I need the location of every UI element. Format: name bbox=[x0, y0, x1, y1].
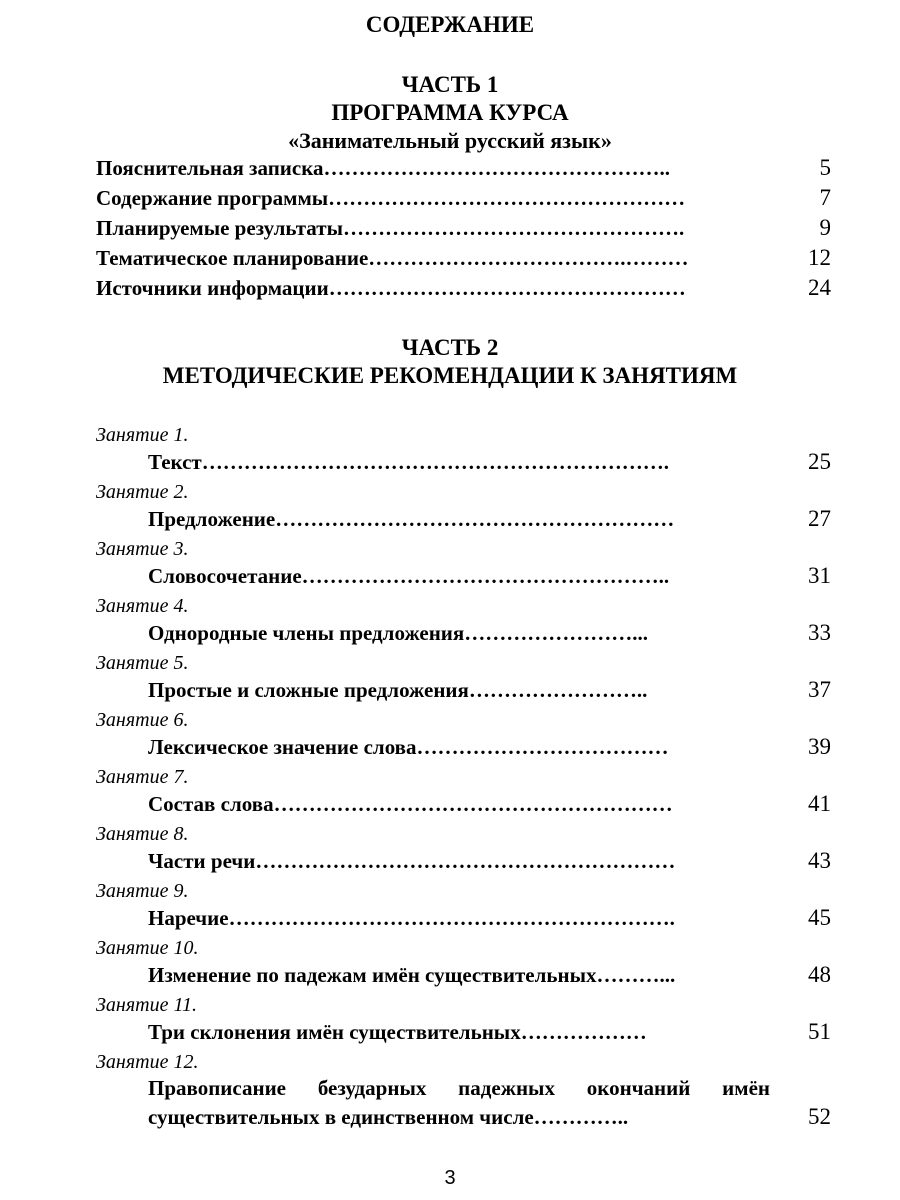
toc-entry bbox=[148, 448, 831, 476]
toc-entry bbox=[148, 676, 831, 704]
toc-entry bbox=[148, 1103, 831, 1131]
toc-entry-text-line1: Правописание безударных падежных окончаний имён bbox=[148, 1076, 770, 1100]
toc-entry-page: 31 bbox=[808, 563, 831, 588]
toc-entry-text: Три склонения имён существительных……………… bbox=[148, 1020, 647, 1044]
toc-entry bbox=[148, 562, 831, 590]
lesson-label: Занятие 3. bbox=[96, 538, 189, 560]
lesson-label: Занятие 12. bbox=[96, 1051, 199, 1073]
lesson-label: Занятие 10. bbox=[96, 937, 199, 959]
lesson-label: Занятие 9. bbox=[96, 880, 189, 902]
lesson-label: Занятие 6. bbox=[96, 709, 189, 731]
lesson-label: Занятие 4. bbox=[96, 595, 189, 617]
toc-entry-page: 39 bbox=[808, 734, 831, 759]
part2-heading: МЕТОДИЧЕСКИЕ РЕКОМЕНДАЦИИ К ЗАНЯТИЯМ bbox=[162, 363, 738, 388]
toc-entry-page: 5 bbox=[819, 155, 831, 180]
toc-entry-page: 51 bbox=[808, 1019, 831, 1044]
toc-entry bbox=[96, 244, 831, 272]
toc-entry-text: Состав слова………………………………………………… bbox=[148, 792, 673, 816]
toc-entry-text: Изменение по падежам имён существительных………... bbox=[148, 963, 676, 987]
toc-entry-text: Однородные члены предложения……………………... bbox=[148, 621, 649, 645]
lesson-label: Занятие 7. bbox=[96, 766, 189, 788]
toc-entry bbox=[96, 184, 831, 212]
toc-entry-page: 7 bbox=[819, 185, 831, 210]
toc-entry-page: 27 bbox=[808, 506, 831, 531]
toc-entry-page: 37 bbox=[808, 677, 831, 702]
toc-entry bbox=[148, 904, 831, 932]
toc-entry bbox=[96, 214, 831, 242]
part1-heading: ПРОГРАММА КУРСА bbox=[331, 100, 569, 125]
toc-entry-page: 25 bbox=[808, 449, 831, 474]
toc-entry-page: 45 bbox=[808, 905, 831, 930]
toc-entry bbox=[148, 619, 831, 647]
toc-entry-page: 24 bbox=[808, 275, 831, 300]
toc-entry-page: 9 bbox=[819, 215, 831, 240]
toc-entry bbox=[96, 274, 831, 302]
toc-entry bbox=[148, 733, 831, 761]
toc-entry-page: 41 bbox=[808, 791, 831, 816]
toc-entry-text: Части речи…………………………………………………… bbox=[148, 849, 676, 873]
toc-entry-text: существительных в единственном числе………….. bbox=[148, 1105, 629, 1129]
toc-entry-page: 48 bbox=[808, 962, 831, 987]
toc-entry-text: Словосочетание…………………………………………….. bbox=[148, 564, 670, 588]
toc-entry-text: Пояснительная записка………………………………………….. bbox=[96, 156, 671, 180]
toc-entry-page: 43 bbox=[808, 848, 831, 873]
document-title: СОДЕРЖАНИЕ bbox=[365, 12, 535, 37]
toc-entry-text: Тематическое планирование……………………………….……… bbox=[96, 246, 689, 270]
toc-entry-page: 12 bbox=[808, 245, 831, 270]
lesson-label: Занятие 2. bbox=[96, 481, 189, 503]
toc-entry bbox=[148, 505, 831, 533]
toc-entry bbox=[148, 961, 831, 989]
lesson-label: Занятие 1. bbox=[96, 424, 189, 446]
toc-entry-page: 33 bbox=[808, 620, 831, 645]
part1-label: ЧАСТЬ 1 bbox=[401, 72, 499, 97]
lesson-label: Занятие 8. bbox=[96, 823, 189, 845]
page-number: 3 bbox=[444, 1167, 456, 1189]
toc-entry-text: Текст…………………………………………………………. bbox=[148, 450, 669, 474]
toc-entry bbox=[96, 154, 831, 182]
toc-entry-text: Простые и сложные предложения…………………….. bbox=[148, 678, 648, 702]
toc-entry-text: Планируемые результаты…………………………………………. bbox=[96, 216, 685, 240]
toc-entry-text: Лексическое значение слова……………………………… bbox=[148, 735, 669, 759]
toc-entry-text: Наречие………………………………………………………. bbox=[148, 906, 675, 930]
toc-entry bbox=[148, 1018, 831, 1046]
toc-entry bbox=[148, 847, 831, 875]
lesson-label: Занятие 11. bbox=[96, 994, 197, 1016]
lesson-label: Занятие 5. bbox=[96, 652, 189, 674]
part1-subtitle: «Занимательный русский язык» bbox=[288, 128, 612, 153]
toc-entry bbox=[148, 790, 831, 818]
toc-entry-text: Содержание программы…………………………………………… bbox=[96, 186, 686, 210]
toc-entry-text: Источники информации…………………………………………… bbox=[96, 276, 686, 300]
part2-label: ЧАСТЬ 2 bbox=[401, 335, 499, 360]
toc-entry-text: Предложение………………………………………………… bbox=[148, 507, 675, 531]
toc-entry-page: 52 bbox=[808, 1104, 831, 1129]
